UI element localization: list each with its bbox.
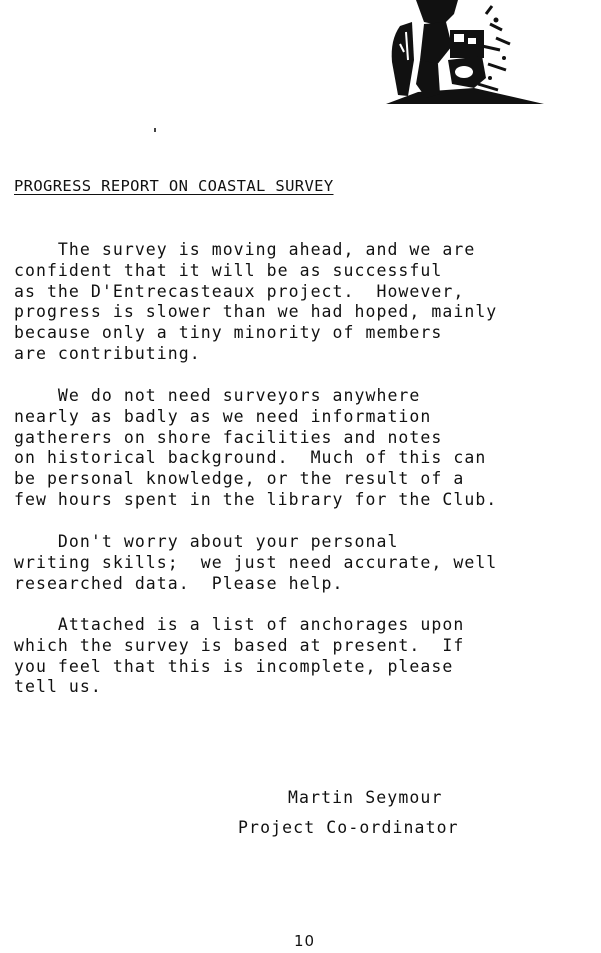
signature-role: Project Co-ordinator — [238, 818, 459, 837]
signature-name: Martin Seymour — [288, 788, 443, 807]
paragraph-progress: The survey is moving ahead, and we are confident that it will be as successful as the D'Entrecasteaux project. However, progress is slower than we had hoped, mainly because only a tiny minority of members are contributing. — [14, 240, 498, 363]
page-number: 10 — [294, 932, 316, 950]
report-title: PROGRESS REPORT ON COASTAL SURVEY — [14, 177, 334, 195]
paragraph-information-needed: We do not need surveyors anywhere nearly as badly as we need information gatherers on shore facilities and notes on historical background. Much of this can be personal knowledge, or the result of a few hours spent in the library for the Club. — [14, 386, 498, 509]
stray-ink-mark — [154, 128, 156, 132]
sailor-at-helm-illustration — [378, 0, 548, 104]
paragraph-writing-skills: Don't worry about your personal writing skills; we just need accurate, well researched data. Please help. — [14, 532, 498, 593]
paragraph-anchorages: Attached is a list of anchorages upon which the survey is based at present. If you feel that this is incomplete, please tell us. — [14, 615, 465, 697]
